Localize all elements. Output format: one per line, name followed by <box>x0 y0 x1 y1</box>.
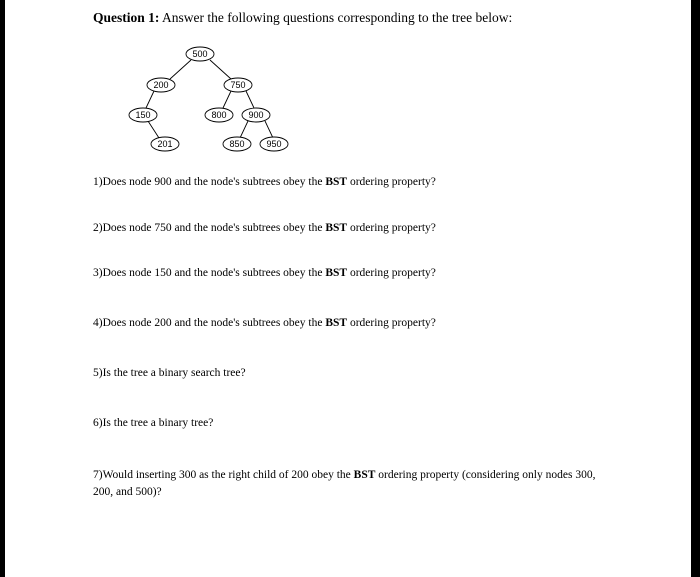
node-label-950: 950 <box>266 139 282 150</box>
question-7 <box>93 467 613 501</box>
edge-900-850 <box>240 121 248 138</box>
edge-150-201 <box>148 121 159 138</box>
node-label-500: 500 <box>192 49 208 60</box>
question-3-text-end: ordering property? <box>347 267 436 279</box>
question-5 <box>93 367 246 379</box>
question-3 <box>93 267 436 279</box>
tree-node-150 <box>129 108 157 122</box>
edge-200-150 <box>146 91 154 108</box>
question-4 <box>93 317 436 329</box>
question-7-text: 7)Would inserting 300 as the right child of 200 obey the <box>93 469 354 481</box>
bst-term: BST <box>325 267 348 279</box>
edge-500-200 <box>170 60 191 79</box>
question-6-text: 6)Is the tree a binary tree? <box>93 417 214 429</box>
tree-node-900 <box>242 108 270 122</box>
tree-edges <box>146 60 273 138</box>
bst-term: BST <box>325 317 348 329</box>
bst-term: BST <box>325 176 348 188</box>
question-1-text-end: ordering property? <box>347 176 436 188</box>
tree-node-750 <box>224 78 252 92</box>
tree-node-800 <box>205 108 233 122</box>
edge-750-900 <box>246 91 254 108</box>
question-instruction: Answer the following questions corresponding to the tree below: <box>162 10 513 25</box>
tree-node-200 <box>147 78 175 92</box>
question-2 <box>93 222 436 234</box>
question-1 <box>93 176 436 188</box>
node-label-150: 150 <box>135 110 151 121</box>
node-label-750: 750 <box>230 80 246 91</box>
tree-node-950 <box>260 137 288 151</box>
question-4-text-end: ordering property? <box>347 317 436 329</box>
question-2-text-end: ordering property? <box>347 222 436 234</box>
node-label-201: 201 <box>157 139 173 150</box>
question-2-text: 2)Does node 750 and the node's subtrees obey the <box>93 222 326 234</box>
node-label-200: 200 <box>153 80 169 91</box>
binary-tree-diagram <box>0 0 700 170</box>
question-7-text-end: ordering property (considering only nodes 300, 200, and 500)? <box>93 469 596 498</box>
tree-node-201 <box>151 137 179 151</box>
bst-term: BST <box>353 469 376 481</box>
edge-900-950 <box>265 121 273 138</box>
tree-node-500 <box>186 47 214 61</box>
question-3-text: 3)Does node 150 and the node's subtrees obey the <box>93 267 326 279</box>
question-label: Question 1: <box>93 10 160 25</box>
bst-term: BST <box>325 222 348 234</box>
edge-500-750 <box>210 60 231 79</box>
node-label-850: 850 <box>229 139 245 150</box>
question-1-text: 1)Does node 900 and the node's subtrees obey the <box>93 176 326 188</box>
edge-750-800 <box>223 91 231 108</box>
tree-node-850 <box>223 137 251 151</box>
question-5-text: 5)Is the tree a binary search tree? <box>93 367 246 379</box>
node-label-800: 800 <box>211 110 227 121</box>
question-6 <box>93 417 213 429</box>
node-label-900: 900 <box>248 110 264 121</box>
question-4-text: 4)Does node 200 and the node's subtrees obey the <box>93 317 326 329</box>
